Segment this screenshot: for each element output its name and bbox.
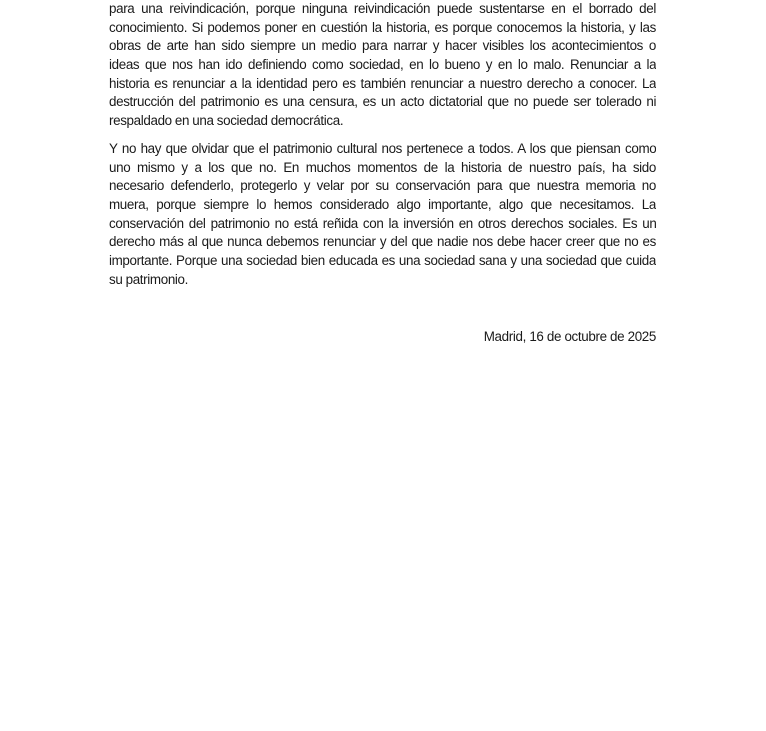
paragraph-line: conocimiento. Si podemos poner en cuestión la historia, es porque conocemos la historia, y las bbox=[109, 19, 656, 35]
paragraph-line: destrucción del patrimonio es una censura, es un acto dictatorial que no puede ser tolerado ni bbox=[109, 94, 656, 110]
paragraph-1 bbox=[109, 0, 656, 131]
paragraph-line: conservación del patrimonio no está reñida con la inversión en otros derechos sociales. Es un bbox=[109, 215, 656, 231]
paragraph-line: uno mismo y a los que no. En muchos momentos de la historia de nuestro país, ha sido bbox=[109, 159, 656, 175]
paragraph-line: respaldado en una sociedad democrática. bbox=[109, 113, 344, 129]
paragraph-line: historia es renunciar a la identidad pero es también renunciar a nuestro derecho a conocer. La bbox=[109, 75, 656, 91]
paragraph-line: obras de arte han sido siempre un medio para narrar y hacer visibles los acontecimientos o bbox=[109, 38, 656, 54]
paragraph-2 bbox=[109, 140, 656, 290]
paragraph-line: Y no hay que olvidar que el patrimonio cultural nos pertenece a todos. A los que piensan como bbox=[109, 141, 656, 156]
paragraph-line: importante. Porque una sociedad bien educada es una sociedad sana y una sociedad que cuida bbox=[109, 253, 656, 269]
place-and-date: Madrid, 16 de octubre de 2025 bbox=[483, 329, 656, 344]
paragraph-line: muera, porque siempre lo hemos considerado algo importante, algo que necesitamos. La bbox=[109, 197, 656, 213]
paragraph-line: para una reivindicación, porque ninguna reivindicación puede sustentarse en el borrado del bbox=[109, 1, 656, 16]
paragraph-line: su patrimonio. bbox=[109, 271, 189, 287]
paragraph-line: ideas que nos han ido definiendo como sociedad, en lo bueno y en lo malo. Renunciar a la bbox=[109, 57, 656, 73]
paragraph-line: derecho más al que nunca debemos renunciar y del que nadie nos debe hacer creer que no es bbox=[109, 234, 656, 250]
paragraph-line: necesario defenderlo, protegerlo y velar por su conservación para que nuestra memoria no bbox=[109, 178, 656, 194]
